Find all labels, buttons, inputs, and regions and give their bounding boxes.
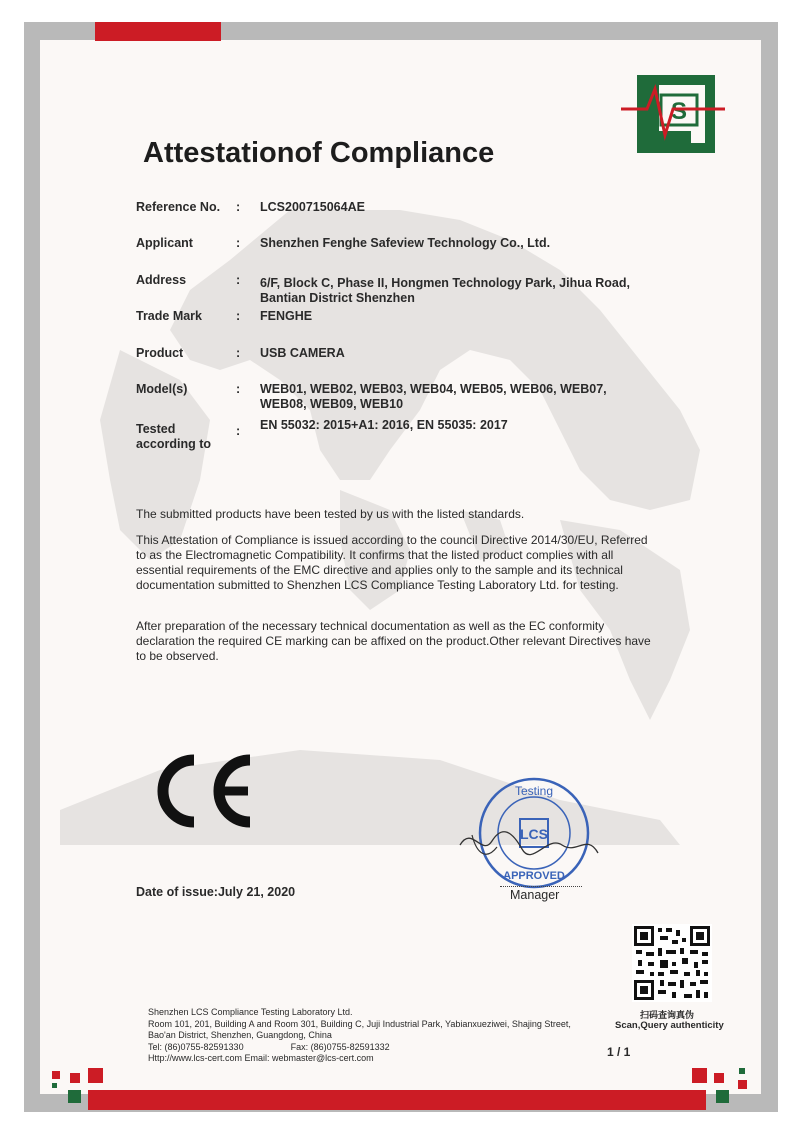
manager-label: Manager — [510, 888, 560, 902]
signature-line — [500, 886, 582, 887]
lcs-logo — [621, 75, 729, 153]
trademark-label: Trade Mark — [136, 309, 203, 323]
address-colon: : — [236, 273, 241, 287]
trademark-colon: : — [236, 309, 241, 323]
product-colon: : — [236, 346, 241, 360]
ce-mark-text: CE — [152, 754, 154, 755]
top-red-bar — [95, 22, 221, 41]
tested-colon: : — [236, 424, 241, 438]
svg-text:S: S — [670, 98, 688, 125]
address-value-line2: Bantian District Shenzhen — [260, 291, 415, 305]
bottom-red-bar — [88, 1090, 706, 1110]
address-value-line1: 6/F, Block C, Phase II, Hongmen Technology Park, Jihua Road, — [260, 276, 630, 290]
models-value-line2: WEB08, WEB09, WEB10 — [260, 397, 404, 411]
decor-square — [52, 1083, 57, 1088]
product-value: USB CAMERA — [260, 346, 345, 360]
world-map-watermark — [40, 210, 761, 850]
product-label: Product — [136, 346, 184, 360]
decor-square — [738, 1080, 747, 1089]
svg-text:LCS: LCS — [520, 826, 548, 842]
decor-square — [692, 1068, 707, 1083]
stamp-top-text: Testing — [514, 784, 554, 798]
decor-square — [52, 1071, 60, 1079]
decor-square — [70, 1073, 80, 1083]
reference-colon: : — [236, 200, 241, 214]
qr-caption-chinese: 扫码查询真伪 — [640, 1010, 695, 1020]
footer-line5: Http://www.lcs-cert.com Email: webmaster@lcs-cert.com — [148, 1053, 374, 1063]
tested-label-line2: according to — [136, 437, 212, 451]
page-title: Attestationof Compliance — [143, 137, 495, 169]
applicant-value: Shenzhen Fenghe Safeview Technology Co., Ltd. — [260, 236, 551, 250]
paragraph-standards: The submitted products have been tested by us with the listed standards. — [136, 507, 525, 521]
address-label: Address — [136, 273, 187, 287]
stamp-bottom-text: APPROVED — [503, 870, 565, 882]
footer-line2: Room 101, 201, Building A and Room 301, Building C, Juji Industrial Park, Yabianxueziwei, Shajing Street, — [148, 1018, 571, 1029]
trademark-value: FENGHE — [260, 309, 313, 323]
decor-square — [714, 1073, 724, 1083]
decor-square — [68, 1090, 81, 1103]
approval-stamp — [452, 775, 602, 895]
footer-line1: Shenzhen LCS Compliance Testing Laboratory Ltd. — [148, 1007, 353, 1017]
applicant-colon: : — [236, 236, 241, 250]
footer-line4 — [148, 1042, 571, 1054]
paragraph-preparation: After preparation of the necessary technical documentation as well as the EC conformity declaration the required CE marking can be affixed on the product.Other relevant Directives have to be observed. — [136, 619, 651, 663]
ce-mark — [152, 754, 252, 828]
qr-code[interactable] — [632, 924, 712, 1002]
date-of-issue: Date of issue:July 21, 2020 — [136, 885, 296, 899]
tested-value: EN 55032: 2015+A1: 2016, EN 55035: 2017 — [260, 418, 508, 432]
footer-fax: Fax: (86)0755-82591332 — [290, 1041, 390, 1052]
decor-square — [739, 1068, 745, 1074]
applicant-label: Applicant — [136, 236, 193, 250]
models-value-line1: WEB01, WEB02, WEB03, WEB04, WEB05, WEB06, WEB07, — [260, 382, 607, 396]
qr-caption-english: Scan,Query authenticity — [615, 1020, 724, 1031]
footer-address — [148, 1007, 571, 1065]
models-label: Model(s) — [136, 382, 188, 396]
tested-label: Tested — [136, 422, 176, 436]
footer-line3: Bao'an District, Shenzhen, Guangdong, China — [148, 1030, 332, 1040]
decor-square — [716, 1090, 729, 1103]
models-colon: : — [236, 382, 241, 396]
decor-square — [88, 1068, 103, 1083]
page-number: 1 / 1 — [607, 1045, 631, 1059]
paragraph-directive: This Attestation of Compliance is issued according to the council Directive 2014/30/EU, Referred to as the Electromagnetic Compatibility. It confirms that the listed product complies with all essential requirements of the EMC directive and applies only to the sample and its technical documentation submitted to Shenzhen LCS Compliance Testing Laboratory Ltd. for testing. — [136, 533, 648, 592]
reference-value: LCS200715064AE — [260, 200, 365, 214]
footer-tel: Tel: (86)0755-82591330 — [148, 1041, 244, 1052]
reference-label: Reference No. — [136, 200, 221, 214]
